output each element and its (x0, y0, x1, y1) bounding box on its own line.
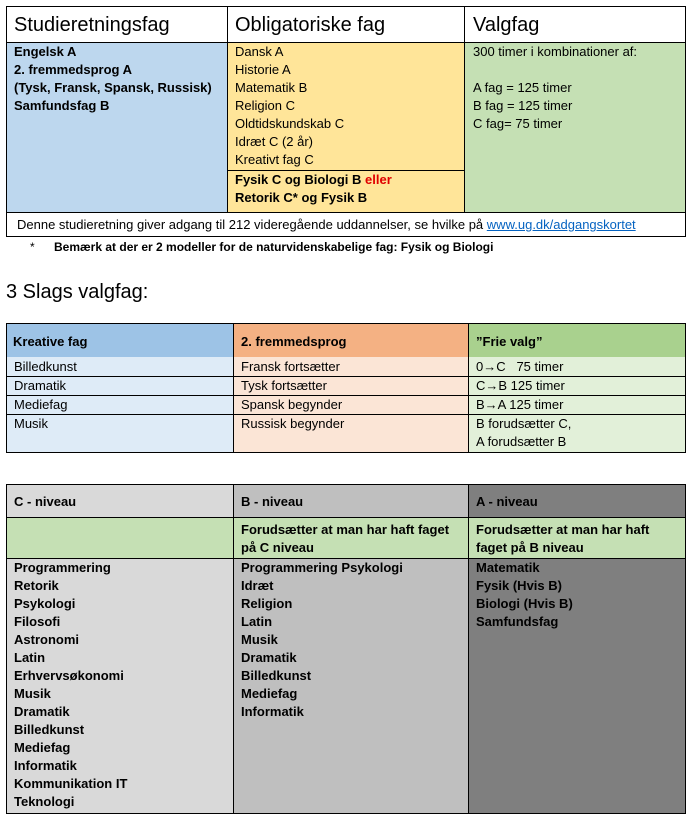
header-cell-frie-valg (468, 323, 686, 358)
header-cell-obligatoriske (227, 6, 465, 43)
header-cell-studieretningsfag (6, 6, 228, 43)
list-item: 300 timer i kombinationer af: (473, 44, 638, 59)
a-niveau-list (476, 559, 573, 631)
header-cell-b-niveau (233, 484, 469, 518)
header-cell-fremmedsprog (233, 323, 469, 358)
b-niveau-list (241, 559, 403, 721)
list-item: Samfundsfag (476, 614, 559, 629)
cell-text: 0→C 75 timer (476, 359, 564, 374)
cell-text: Spansk begynder (241, 397, 343, 412)
table-row (234, 357, 469, 377)
cell-text: Russisk begynder (241, 416, 345, 431)
list-item: Biologi (Hvis B) (476, 596, 573, 611)
header-valgfag: Valgfag (473, 14, 540, 36)
cell-text: Tysk fortsætter (241, 378, 327, 393)
table-row (469, 414, 685, 452)
list-item: Latin (14, 650, 46, 665)
list-item: Astronomi (14, 632, 79, 647)
list-item: Idræt C (2 år) (235, 134, 314, 149)
list-item: Kommunikation IT (14, 776, 128, 791)
list-item: Filosofi (14, 614, 61, 629)
cell-text: Dramatik (14, 378, 67, 393)
c-niveau-list (14, 559, 127, 811)
list-item: Billedkunst (241, 668, 312, 683)
list-item: Latin (241, 614, 273, 629)
footer-text: Denne studieretning giver adgang til 212 videregående uddannelser, se hvilke på (17, 217, 484, 232)
frie-valg-col (468, 357, 686, 453)
list-item: Religion (241, 596, 293, 611)
prerequisite-b-text: Forudsætter at man har haft faget på B niveau (476, 522, 650, 555)
kreative-col (6, 357, 234, 453)
list-item: C fag= 75 timer (473, 116, 563, 131)
model-list (235, 171, 392, 207)
cell-text: A forudsætter B (476, 434, 567, 449)
cell-text: B→A 125 timer (476, 397, 564, 412)
a-niveau-list-cell (468, 558, 686, 814)
list-item: Psykologi (14, 596, 76, 611)
c-niveau-list-cell (6, 558, 234, 814)
model-line-1 (235, 171, 392, 189)
cell-text: B forudsætter C, (476, 416, 572, 431)
list-item: Dramatik (241, 650, 297, 665)
list-item: Dansk A (235, 44, 284, 59)
model-line-2: Retorik C* og Fysik B (235, 190, 368, 205)
fremmedsprog-col (233, 357, 469, 453)
model-line-1-text: Fysik C og Biologi B (235, 172, 362, 187)
note-text: Bemærk at der er 2 modeller for de naturvidenskabelige fag: Fysik og Biologi (54, 240, 494, 254)
list-item: Matematik (476, 560, 540, 575)
list-item: Programmering (14, 560, 111, 575)
list-item: Mediefag (14, 740, 71, 755)
header-b-niveau: B - niveau (241, 494, 304, 509)
cell-text: Mediefag (14, 397, 68, 412)
list-item: Billedkunst (14, 722, 85, 737)
model-or-text: eller (365, 172, 392, 187)
list-item: Samfundsfag B (14, 98, 110, 113)
list-item: Mediefag (241, 686, 298, 701)
header-cell-a-niveau (468, 484, 686, 518)
header-cell-kreative (6, 323, 234, 358)
header-a-niveau: A - niveau (476, 494, 538, 509)
list-item: Matematik B (235, 80, 308, 95)
b-niveau-list-cell (233, 558, 469, 814)
header-kreative-fag: Kreative fag (13, 334, 88, 349)
list-item: Programmering Psykologi (241, 560, 403, 575)
obligatoriske-cell (227, 42, 465, 171)
list-item: Musik (14, 686, 51, 701)
header-obligatoriske-fag: Obligatoriske fag (235, 14, 386, 36)
studieretning-cell (6, 42, 228, 213)
valgfag-cell (464, 42, 686, 213)
list-item: Fysik (Hvis B) (476, 578, 562, 593)
header-studieretningsfag: Studieretningsfag (14, 14, 170, 36)
header-cell-c-niveau (6, 484, 234, 518)
header-frie-valg: ”Frie valg” (476, 334, 543, 349)
model-cell (227, 170, 465, 213)
sub-cell-a (468, 517, 686, 559)
list-item: 2. fremmedsprog A (14, 62, 132, 77)
list-item: Religion C (235, 98, 295, 113)
sub-cell-b (233, 517, 469, 559)
studieretning-list (14, 43, 212, 115)
footer-cell (6, 212, 686, 237)
table-row (234, 414, 469, 452)
list-item: Historie A (235, 62, 291, 77)
list-item: A fag = 125 timer (473, 80, 572, 95)
list-item: Kreativt fag C (235, 152, 314, 167)
table-row (7, 395, 234, 415)
list-item: Informatik (241, 704, 304, 719)
adgangskortet-link[interactable]: www.ug.dk/adgangskortet (486, 217, 636, 232)
list-spacer (473, 61, 637, 79)
list-item: (Tysk, Fransk, Spansk, Russisk) (14, 80, 212, 95)
table-row (7, 414, 234, 452)
list-item: Teknologi (14, 794, 75, 809)
table-row (234, 395, 469, 415)
table-row (469, 376, 685, 396)
cell-text: Fransk fortsætter (241, 359, 340, 374)
list-item: Retorik (14, 578, 59, 593)
table-row (7, 357, 234, 377)
list-item: Erhvervsøkonomi (14, 668, 124, 683)
footer-text-wrap (17, 216, 636, 234)
cell-text: Billedkunst (14, 359, 77, 374)
table-row (7, 376, 234, 396)
note-bullet: * (30, 240, 35, 254)
header-fremmedsprog: 2. fremmedsprog (241, 334, 347, 349)
list-item: Oldtidskundskab C (235, 116, 345, 131)
list-item: Dramatik (14, 704, 70, 719)
cell-text: Musik (14, 416, 48, 431)
prerequisite-c-text: Forudsætter at man har haft faget på C niveau (241, 522, 450, 555)
header-c-niveau: C - niveau (14, 494, 77, 509)
table-row (469, 357, 685, 377)
list-item: B fag = 125 timer (473, 98, 573, 113)
list-item: Musik (241, 632, 278, 647)
sub-cell-c (6, 517, 234, 559)
list-item: Informatik (14, 758, 77, 773)
table-row (469, 395, 685, 415)
list-item: Engelsk A (14, 44, 77, 59)
valgfag-list (473, 43, 637, 133)
cell-text: C→B 125 timer (476, 378, 565, 393)
list-item: Idræt (241, 578, 274, 593)
header-cell-valgfag (464, 6, 686, 43)
section-title: 3 Slags valgfag: (6, 281, 149, 303)
obligatoriske-list (235, 43, 344, 169)
model-note (30, 238, 493, 256)
table-row (234, 376, 469, 396)
